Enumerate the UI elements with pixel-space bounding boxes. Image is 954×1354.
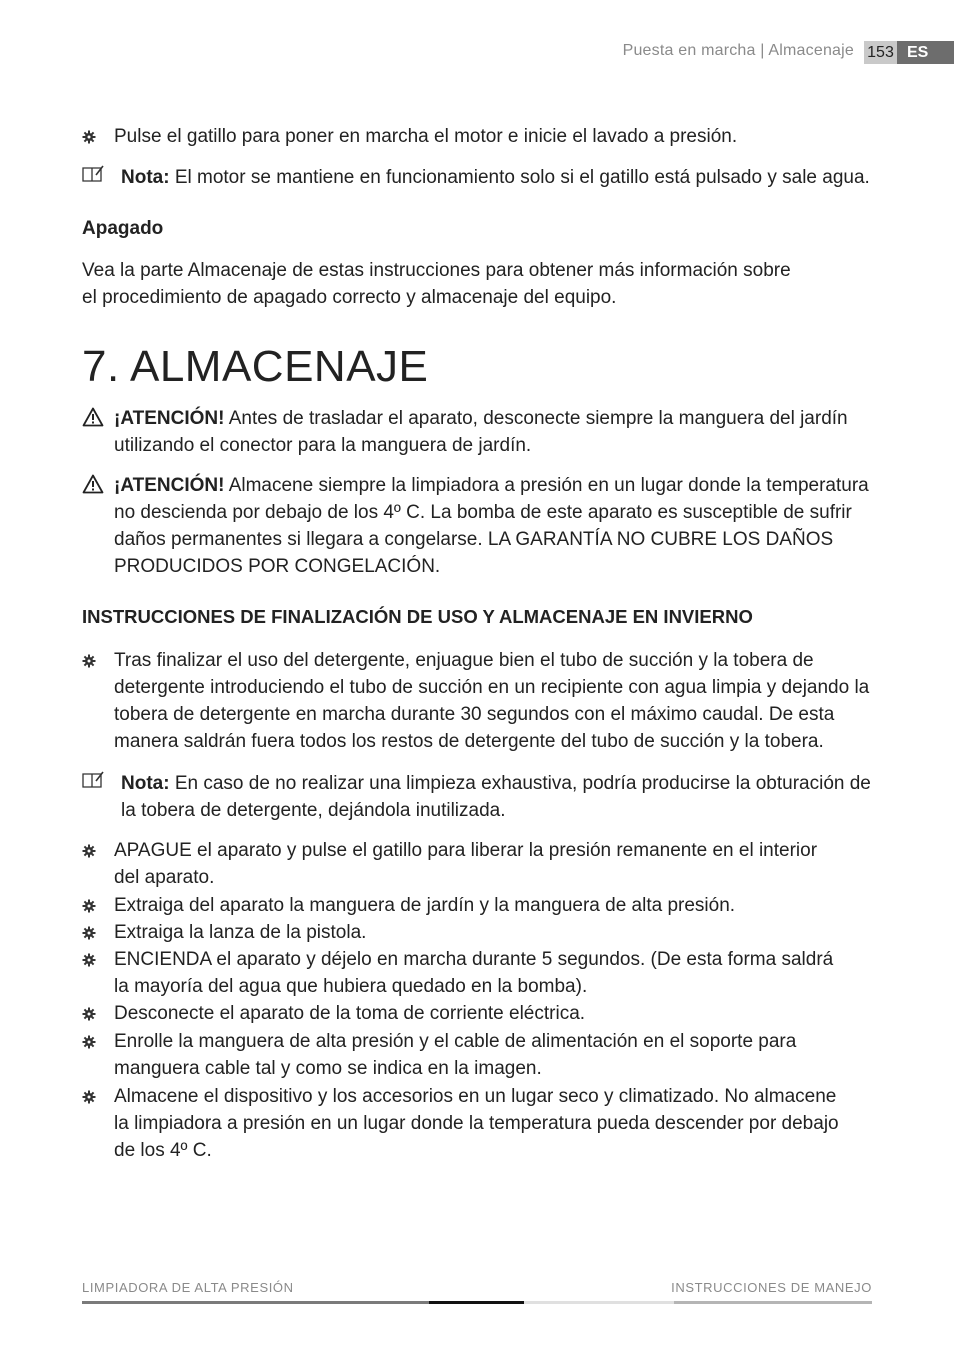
list-item: APAGUE el aparato y pulse el gatillo para liberar la presión remanente en el interior del aparato. (114, 840, 818, 888)
list-item: Enrolle la manguera de alta presión y el cable de alimentación en el soporte para manguera cable tal y como se indica en la imagen. (114, 1031, 797, 1079)
list-item: Extraiga la lanza de la pistola. (114, 922, 367, 943)
bullet-icon (82, 899, 96, 913)
note-body: El motor se mantiene en funcionamiento solo si el gatillo está pulsado y sale agua. (169, 167, 870, 188)
footer-doc-type: INSTRUCCIONES DE MANEJO (671, 1280, 872, 1295)
bullet-icon (82, 130, 96, 144)
bullet-icon (82, 926, 96, 940)
warning-body: Antes de trasladar el aparato, desconecte siempre la manguera del jardín utilizando el conector para la manguera de jardín. (114, 408, 848, 456)
bullet-icon (82, 953, 96, 967)
chapter-title: 7. ALMACENAJE (82, 342, 429, 391)
warning-text (114, 472, 874, 580)
subheading-apagado: Apagado (82, 218, 164, 239)
warning-text (114, 405, 874, 459)
list-item: Pulse el gatillo para poner en marcha el motor e inicie el lavado a presión. (114, 126, 738, 147)
note-text (121, 164, 881, 191)
footer-product-name: LIMPIADORA DE ALTA PRESIÓN (82, 1280, 294, 1295)
bullet-icon (82, 1007, 96, 1021)
list-item: Tras finalizar el uso del detergente, enjuague bien el tubo de succión y la tobera de detergente introduciendo el tubo de succión en un recipiente con agua limpia y dejando la tobera de detergente en marcha durante 30 segundos con el máximo caudal. De esta manera saldrán fuera todos los restos de detergente del tubo de succión y la tobera. (114, 650, 870, 752)
warning-label: ¡ATENCIÓN! (114, 408, 225, 429)
bullet-icon (82, 1035, 96, 1049)
note-book-icon (82, 165, 104, 183)
note-label: Nota: (121, 773, 170, 794)
language-badge: ES (897, 41, 954, 64)
note-text (121, 770, 876, 824)
list-item: Extraiga del aparato la manguera de jardín y la manguera de alta presión. (114, 895, 736, 916)
footer-divider-light (524, 1301, 674, 1304)
list-item: Desconecte el aparato de la toma de corriente eléctrica. (114, 1003, 586, 1024)
bullet-icon (82, 654, 96, 668)
warning-triangle-icon (82, 474, 104, 494)
note-body: En caso de no realizar una limpieza exhaustiva, podría producirse la obturación de la tobera de detergente, dejándola inutilizada. (121, 773, 871, 821)
list-item: Almacene el dispositivo y los accesorios en un lugar seco y climatizado. No almacene la limpiadora a presión en un lugar donde la temperatura pueda descender por debajo de los 4º C. (114, 1086, 839, 1161)
warning-body: Almacene siempre la limpiadora a presión en un lugar donde la temperatura no descienda por debajo de los 4º C. La bomba de este aparato es susceptible de sufrir daños permanentes si llegara a congelarse. LA GARANTÍA NO CUBRE LOS DAÑOS PRODUCIDOS POR CONGELACIÓN. (114, 475, 869, 577)
note-book-icon (82, 771, 104, 789)
list-item: ENCIENDA el aparato y déjelo en marcha durante 5 segundos. (De esta forma saldrá la mayoría del agua que hubiera quedado en la bomba). (114, 949, 834, 997)
bullet-icon (82, 844, 96, 858)
footer-divider-mid (674, 1301, 872, 1304)
section-heading-winter: INSTRUCCIONES DE FINALIZACIÓN DE USO Y ALMACENAJE EN INVIERNO (82, 606, 753, 627)
note-label: Nota: (121, 167, 170, 188)
header-section-title: Puesta en marcha | Almacenaje (622, 42, 854, 59)
page-number: 153 (864, 41, 897, 64)
footer-divider (82, 1301, 429, 1304)
warning-triangle-icon (82, 407, 104, 427)
paragraph-apagado: Vea la parte Almacenaje de estas instrucciones para obtener más información sobre el procedimiento de apagado correcto y almacenaje del equipo. (82, 260, 791, 308)
warning-label: ¡ATENCIÓN! (114, 475, 225, 496)
bullet-icon (82, 1090, 96, 1104)
footer-divider-accent (429, 1301, 524, 1304)
